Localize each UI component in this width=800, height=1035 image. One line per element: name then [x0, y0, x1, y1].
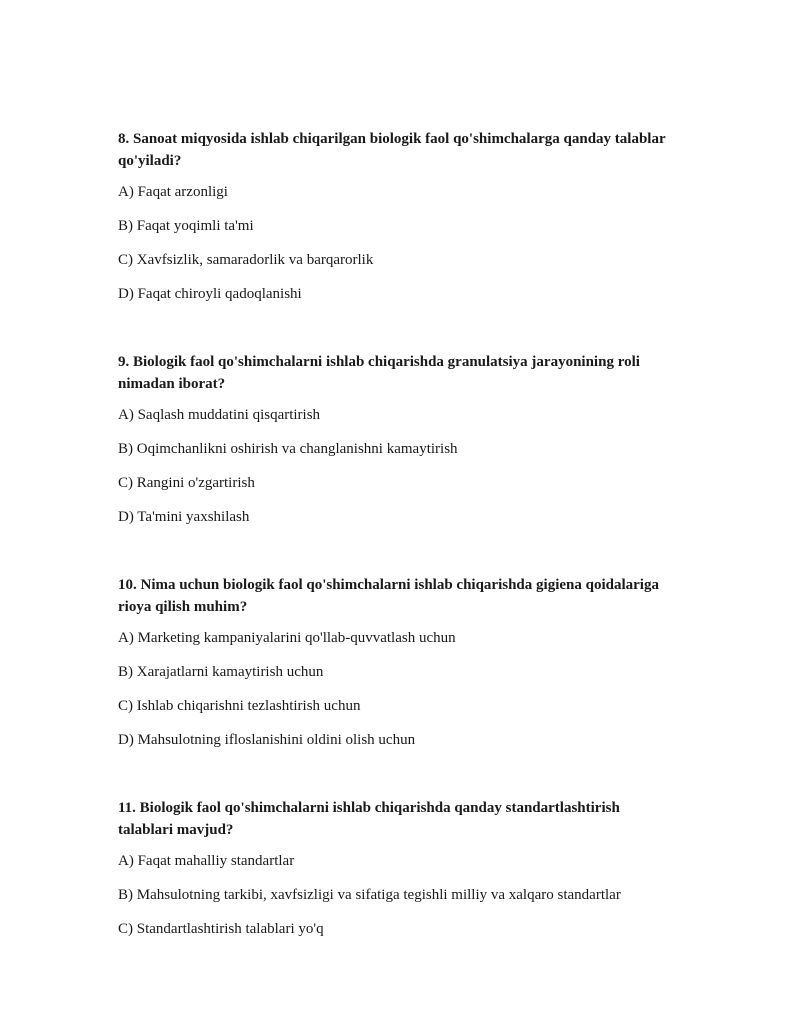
answer-option-b: B) Oqimchanlikni oshirish va changlanishni kamaytirish	[118, 441, 458, 457]
answer-option-a: A) Saqlash muddatini qisqartirish	[118, 407, 321, 423]
answer-option-c: C) Xavfsizlik, samaradorlik va barqarorlik	[118, 252, 374, 268]
question-11	[118, 797, 678, 937]
question-9	[118, 351, 678, 525]
answer-option-a: A) Faqat arzonligi	[118, 184, 228, 200]
answer-option-c: C) Standartlashtirish talablari yo'q	[118, 921, 324, 937]
answer-option-b: B) Faqat yoqimli ta'mi	[118, 218, 254, 234]
question-text: 11. Biologik faol qo'shimchalarni ishlab chiqarishda qanday standartlashtirish talablari mavjud?	[118, 800, 620, 838]
question-8	[118, 128, 678, 302]
answer-option-d: D) Mahsulotning ifloslanishini oldini olish uchun	[118, 732, 416, 748]
answer-option-c: C) Ishlab chiqarishni tezlashtirish uchun	[118, 698, 361, 714]
question-text: 9. Biologik faol qo'shimchalarni ishlab chiqarishda granulatsiya jarayonining roli nimadan iborat?	[118, 354, 640, 392]
answer-option-d: D) Faqat chiroyli qadoqlanishi	[118, 286, 302, 302]
question-10	[118, 574, 678, 748]
answer-option-c: C) Rangini o'zgartirish	[118, 475, 255, 491]
answer-option-a: A) Faqat mahalliy standartlar	[118, 853, 295, 869]
answer-option-a: A) Marketing kampaniyalarini qo'llab-quvvatlash uchun	[118, 630, 456, 646]
answer-option-b: B) Xarajatlarni kamaytirish uchun	[118, 664, 324, 680]
question-text: 8. Sanoat miqyosida ishlab chiqarilgan biologik faol qo'shimchalarga qanday talablar qo'yiladi?	[118, 131, 666, 169]
question-text: 10. Nima uchun biologik faol qo'shimchalarni ishlab chiqarishda gigiena qoidalariga rioya qilish muhim?	[118, 577, 659, 615]
answer-option-b: B) Mahsulotning tarkibi, xavfsizligi va sifatiga tegishli milliy va xalqaro standartlar	[118, 887, 621, 903]
answer-option-d: D) Ta'mini yaxshilash	[118, 509, 250, 525]
